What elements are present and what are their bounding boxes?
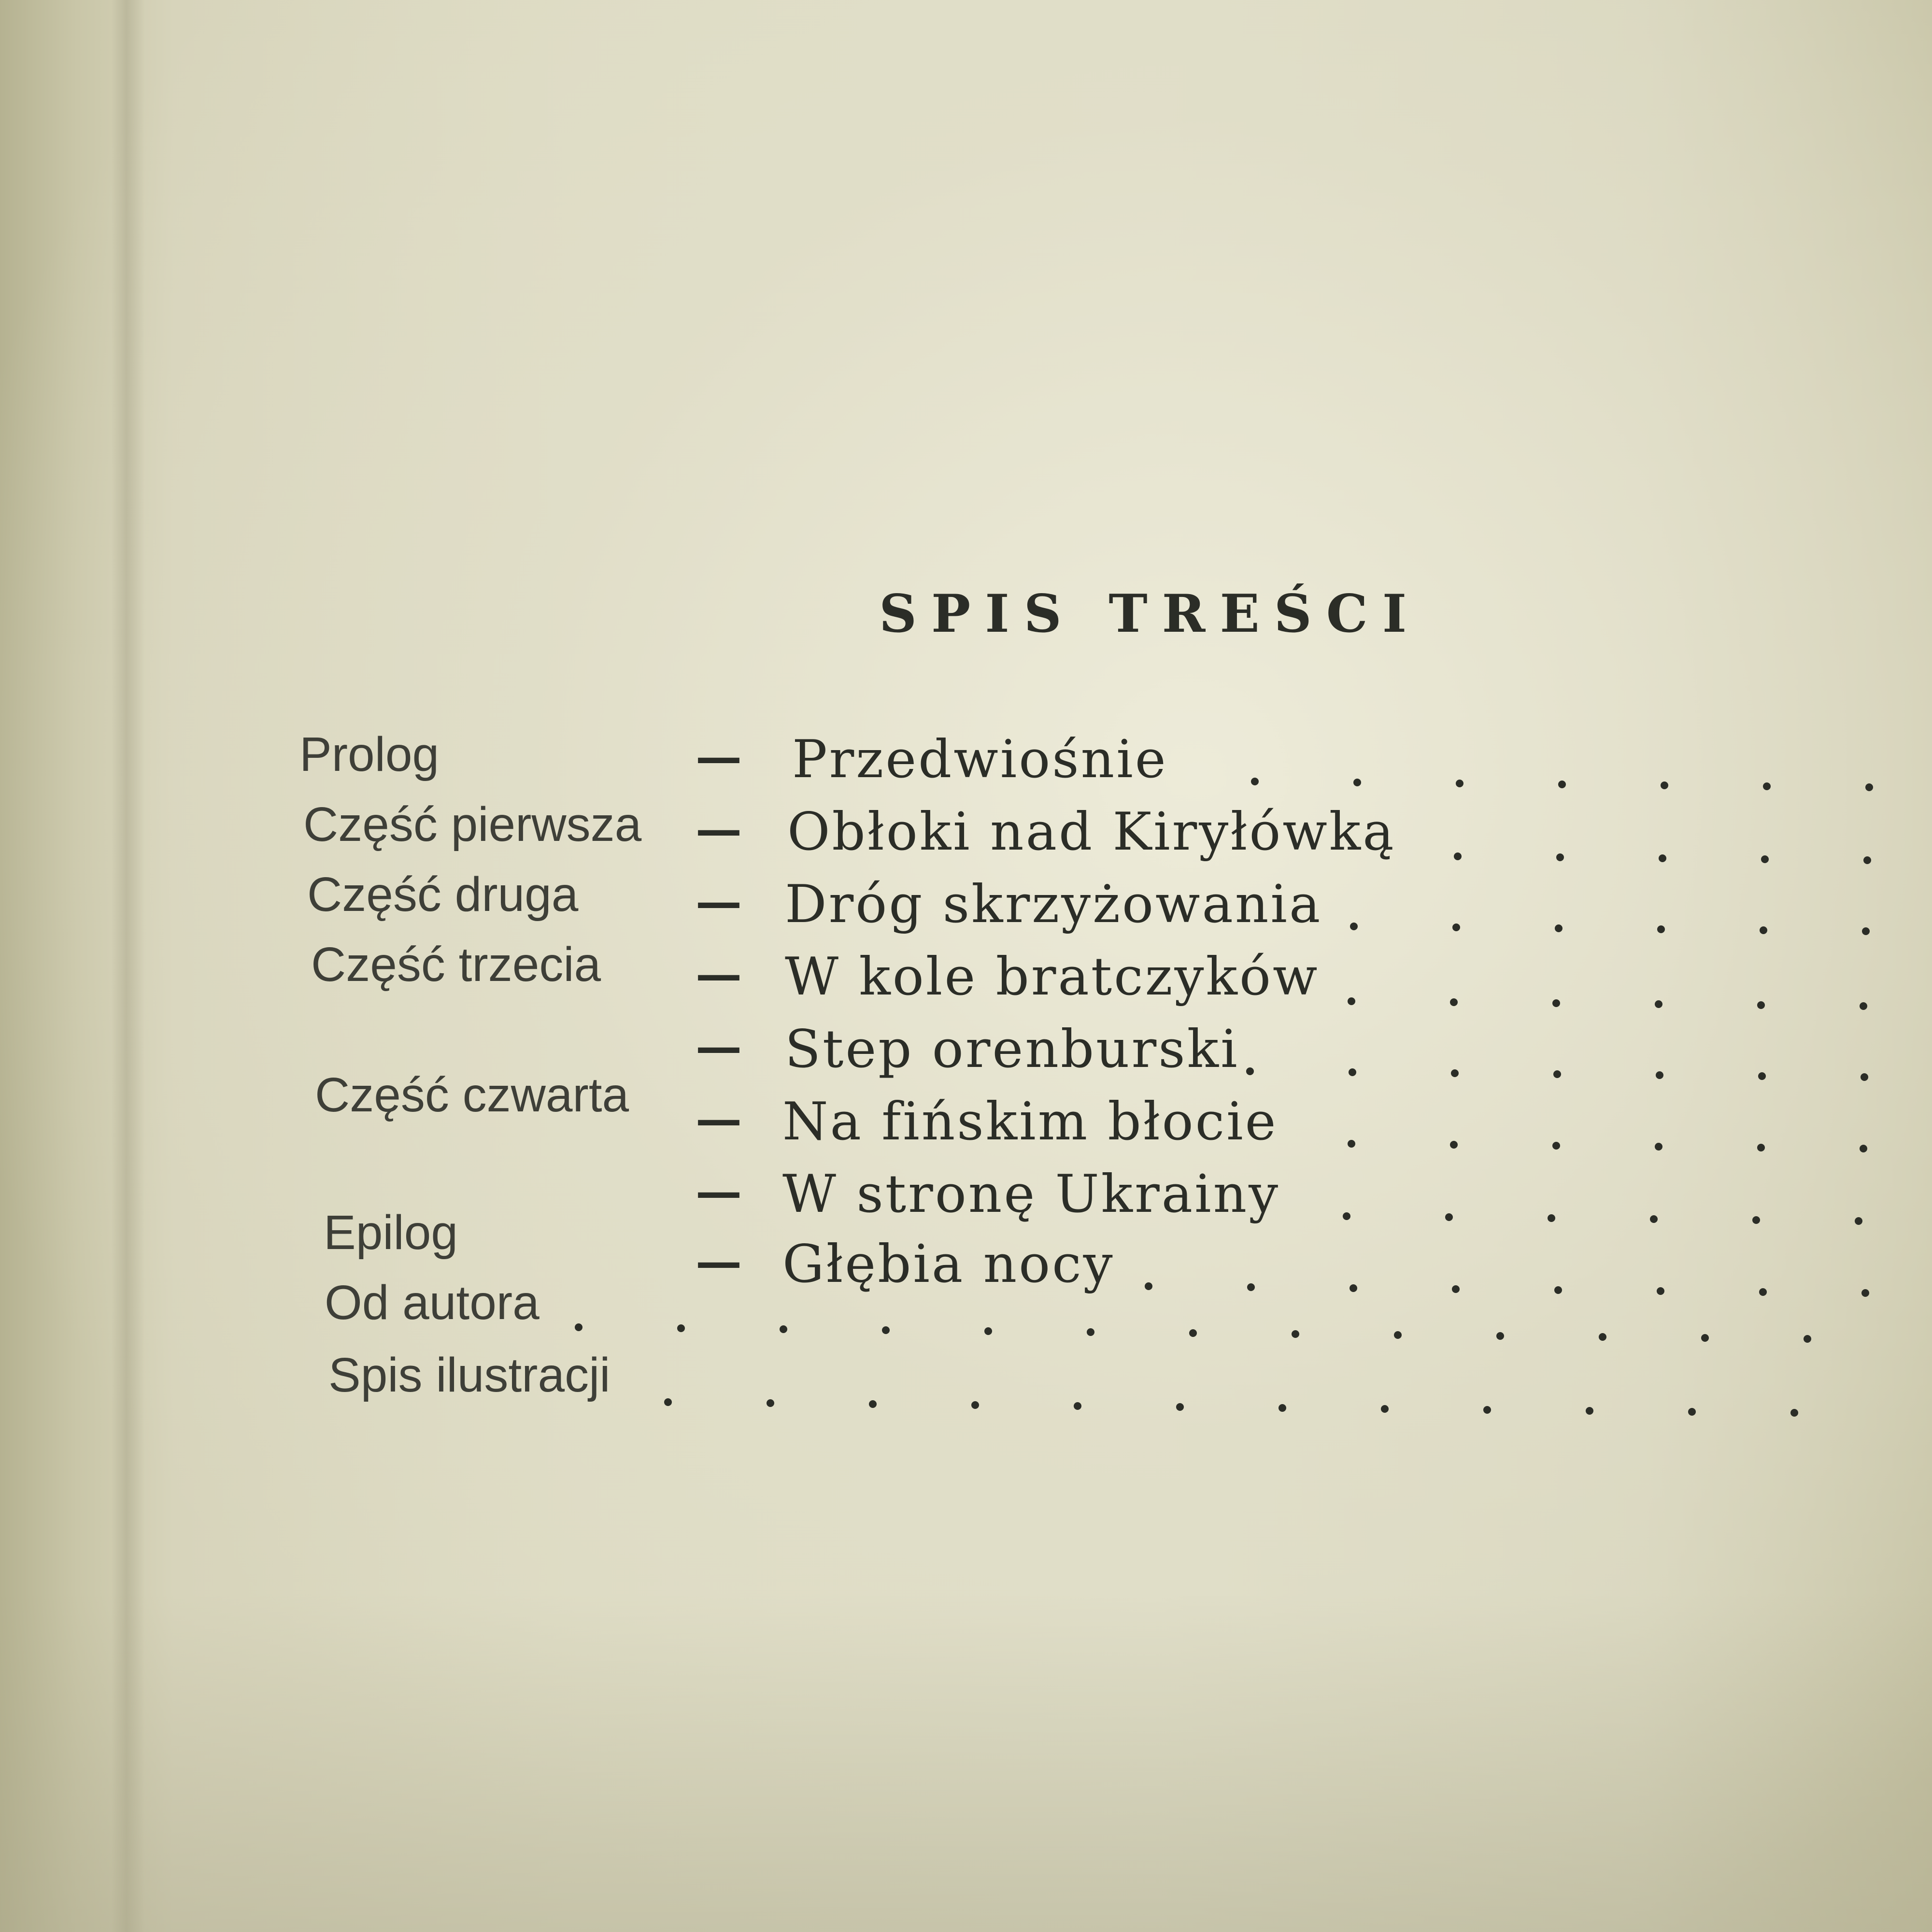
leader-dot xyxy=(1657,925,1665,933)
leader-dot xyxy=(1548,1214,1555,1222)
leader-dot xyxy=(1790,1409,1798,1417)
leader-dot xyxy=(1450,1141,1458,1149)
toc-part-label: Część czwarta xyxy=(315,1068,629,1122)
toc-part-label: Część druga xyxy=(307,867,579,922)
leader-dot xyxy=(1452,923,1460,931)
leader-dot xyxy=(1452,1285,1460,1293)
leader-dot xyxy=(1757,1144,1765,1151)
toc-chapter-title: Dróg skrzyżowania xyxy=(785,874,1322,935)
toc-dash: — xyxy=(696,1234,742,1289)
leader-dot xyxy=(1353,779,1361,786)
leader-dot xyxy=(1855,1217,1862,1225)
leader-dot xyxy=(1659,854,1666,862)
leader-dot xyxy=(882,1326,890,1334)
toc-dash: — xyxy=(696,1092,742,1146)
leader-dot xyxy=(971,1401,979,1409)
toc-dash: — xyxy=(696,947,742,1001)
toc-extra-label: Spis ilustracji xyxy=(328,1348,611,1402)
leader-dot xyxy=(869,1400,877,1408)
leader-dot xyxy=(1251,778,1259,785)
leader-dot xyxy=(1349,1068,1356,1076)
leader-dot xyxy=(1860,1145,1867,1152)
leader-dot xyxy=(1348,1140,1355,1148)
leader-dot xyxy=(1599,1333,1606,1341)
leader-dot xyxy=(1655,1000,1662,1008)
leader-dot xyxy=(1350,1284,1357,1292)
toc-part-label: Część pierwsza xyxy=(303,797,642,852)
toc-chapter-title: Na fińskim błocie xyxy=(782,1092,1278,1152)
leader-dot xyxy=(1757,1001,1765,1009)
leader-dot xyxy=(1862,927,1870,935)
leader-dot xyxy=(1759,1288,1767,1296)
leader-dot xyxy=(664,1398,672,1406)
page-title: SPIS TREŚCI xyxy=(879,583,1421,644)
leader-dot xyxy=(1657,1287,1664,1295)
leader-dot xyxy=(1554,1286,1562,1294)
toc-dash: — xyxy=(696,802,742,856)
toc-chapter-title: W kole bratczyków xyxy=(785,947,1320,1007)
leader-dot xyxy=(1450,998,1458,1006)
leader-dot xyxy=(1861,1289,1869,1297)
toc-chapter-title: Głębia nocy xyxy=(782,1234,1115,1294)
leader-dot xyxy=(1145,1282,1152,1290)
leader-dot xyxy=(1863,856,1871,864)
leader-dot xyxy=(1761,855,1769,863)
leader-dot xyxy=(1758,1072,1766,1080)
leader-dot xyxy=(1763,782,1771,790)
leader-dot xyxy=(1556,853,1564,861)
leader-dot xyxy=(1752,1216,1760,1224)
leader-dot xyxy=(1865,783,1873,791)
leader-dot xyxy=(1087,1328,1094,1336)
toc-dash: — xyxy=(696,729,742,784)
leader-dot xyxy=(1555,924,1563,932)
leader-dot xyxy=(1343,1212,1350,1220)
leader-dot xyxy=(1456,780,1463,787)
leader-dot xyxy=(1451,1069,1459,1077)
toc-part-label: Epilog xyxy=(324,1206,458,1260)
leader-dot xyxy=(1189,1329,1197,1337)
leader-dot xyxy=(1558,781,1566,788)
leader-dot xyxy=(1655,1143,1662,1151)
leader-dot xyxy=(1860,1002,1867,1010)
leader-dot xyxy=(1861,1073,1868,1081)
toc-chapter-title: Obłoki nad Kiryłówką xyxy=(787,802,1396,862)
leader-dot xyxy=(1552,1142,1560,1150)
toc-part-label: Prolog xyxy=(299,727,440,781)
leader-dot xyxy=(1246,1067,1254,1075)
leader-dot xyxy=(1553,1070,1561,1078)
leader-dot xyxy=(1292,1330,1299,1338)
toc-chapter-title: W stronę Ukrainy xyxy=(782,1164,1280,1224)
toc-dash: — xyxy=(696,874,742,929)
leader-dot xyxy=(984,1327,992,1335)
leader-dot xyxy=(1496,1332,1504,1340)
leader-dot xyxy=(1394,1331,1402,1339)
toc-dash: — xyxy=(696,1019,742,1074)
leader-dot xyxy=(1804,1335,1811,1343)
toc-part-label: Część trzecia xyxy=(311,938,601,992)
leader-dot xyxy=(1176,1403,1184,1411)
leader-dot xyxy=(1656,1071,1663,1079)
leader-dot xyxy=(1454,852,1462,860)
leader-dot xyxy=(1661,781,1668,789)
toc-chapter-title: Step orenburski xyxy=(785,1019,1239,1080)
toc-chapter-title: Przedwiośnie xyxy=(792,729,1168,790)
leader-dot xyxy=(677,1324,685,1332)
leader-dot xyxy=(1586,1407,1593,1415)
toc-extra-label: Od autora xyxy=(325,1276,540,1330)
leader-dot xyxy=(1688,1408,1696,1416)
leader-dot xyxy=(1760,926,1767,934)
leader-dot xyxy=(1247,1283,1255,1291)
leader-dot xyxy=(1650,1215,1658,1223)
toc-dash: — xyxy=(696,1164,742,1219)
leader-dot xyxy=(1348,997,1355,1005)
leader-dot xyxy=(1701,1334,1709,1342)
leader-dot xyxy=(780,1325,787,1333)
leader-dot xyxy=(1074,1402,1081,1410)
leader-dot xyxy=(1381,1405,1389,1413)
leader-dot xyxy=(1350,923,1358,930)
leader-dot xyxy=(767,1399,774,1407)
leader-dot xyxy=(1279,1404,1286,1412)
leader-dot xyxy=(1483,1406,1491,1414)
leader-dot xyxy=(1552,999,1560,1007)
page-bottom-shadow xyxy=(0,1594,1932,1932)
leader-dot xyxy=(1445,1213,1453,1221)
leader-dot xyxy=(575,1323,582,1331)
